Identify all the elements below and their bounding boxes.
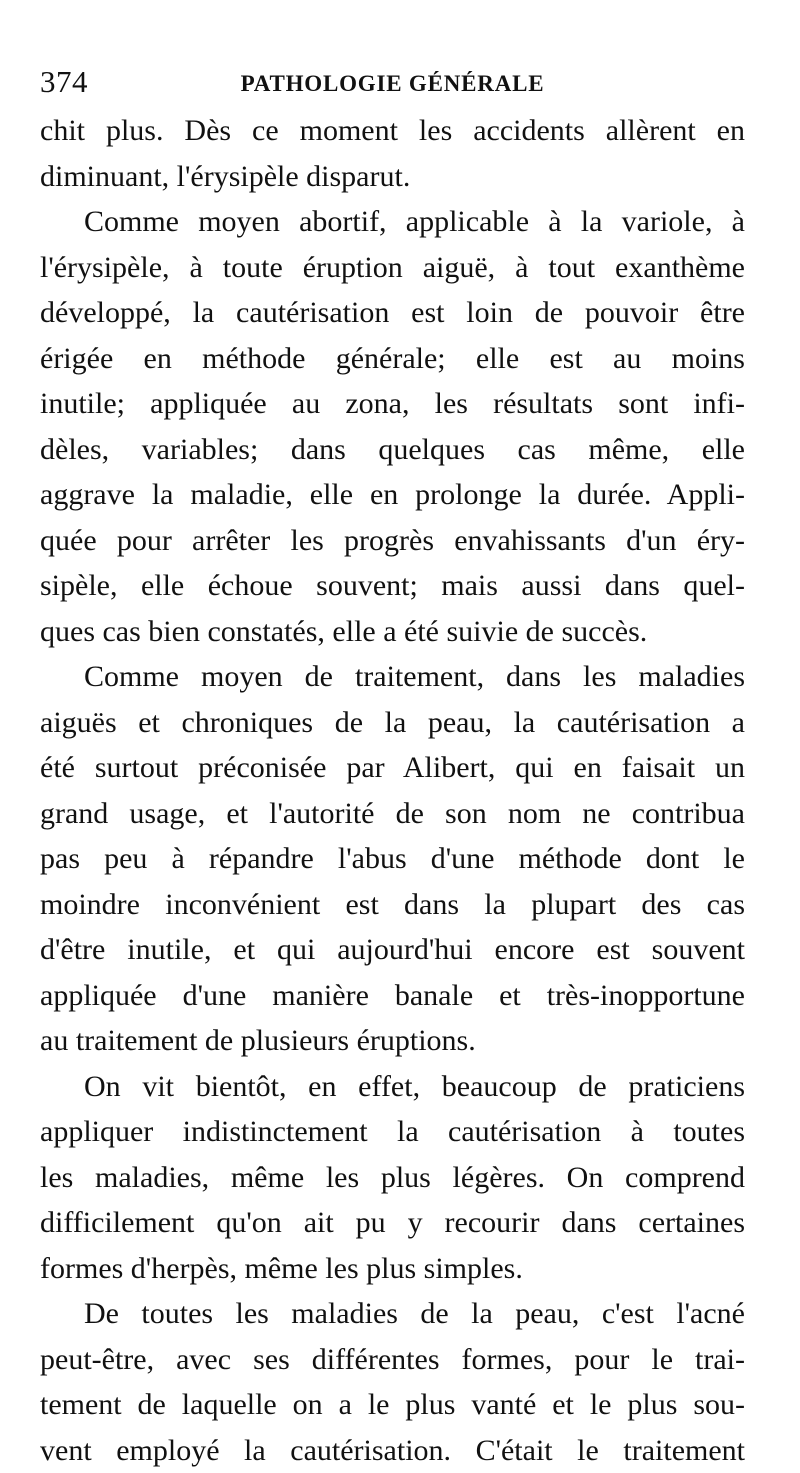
text-line: peut-être, avec ses différentes formes, pour le trai- — [40, 1337, 745, 1383]
text-line: difficilement qu'on ait pu y recourir dans certaines — [40, 1200, 745, 1246]
page-header — [40, 62, 745, 102]
text-line: les maladies, même les plus légères. On comprend — [40, 1155, 745, 1201]
text-line: appliquée d'une manière banale et très-inopportune — [40, 973, 745, 1019]
text-line: grand usage, et l'autorité de son nom ne contribua — [40, 791, 745, 837]
text-line: On vit bientôt, en effet, beaucoup de praticiens — [40, 1064, 745, 1110]
text-line: pas peu à répandre l'abus d'une méthode dont le — [40, 836, 745, 882]
text-line: été surtout préconisée par Alibert, qui en faisait un — [40, 745, 745, 791]
text-line: sipèle, elle échoue souvent; mais aussi dans quel- — [40, 563, 745, 609]
text-line: tement de laquelle on a le plus vanté et le plus sou- — [40, 1382, 745, 1428]
text-line: De toutes les maladies de la peau, c'est l'acné — [40, 1291, 745, 1337]
text-line: au traitement de plusieurs éruptions. — [40, 1018, 745, 1064]
text-line: chit plus. Dès ce moment les accidents allèrent en — [40, 108, 745, 154]
text-line: développé, la cautérisation est loin de pouvoir être — [40, 290, 745, 336]
body-text — [40, 108, 745, 1473]
text-line: l'érysipèle, à toute éruption aiguë, à tout exanthème — [40, 245, 745, 291]
text-line: Comme moyen abortif, applicable à la variole, à — [40, 199, 745, 245]
text-line: d'être inutile, et qui aujourd'hui encore est souvent — [40, 927, 745, 973]
text-line: Comme moyen de traitement, dans les maladies — [40, 654, 745, 700]
text-line: diminuant, l'érysipèle disparut. — [40, 154, 745, 200]
page-number: 374 — [40, 62, 88, 102]
text-line: dèles, variables; dans quelques cas même, elle — [40, 427, 745, 473]
text-line: érigée en méthode générale; elle est au moins — [40, 336, 745, 382]
running-title: PATHOLOGIE GÉNÉRALE — [40, 64, 745, 104]
text-line: moindre inconvénient est dans la plupart des cas — [40, 882, 745, 928]
text-line: inutile; appliquée au zona, les résultats sont infi- — [40, 381, 745, 427]
text-line: appliquer indistinctement la cautérisation à toutes — [40, 1109, 745, 1155]
text-line: aiguës et chroniques de la peau, la cautérisation a — [40, 700, 745, 746]
text-line: formes d'herpès, même les plus simples. — [40, 1246, 745, 1292]
text-line: aggrave la maladie, elle en prolonge la durée. Appli- — [40, 472, 745, 518]
text-line: ques cas bien constatés, elle a été suivie de succès. — [40, 609, 745, 655]
text-line: quée pour arrêter les progrès envahissants d'un éry- — [40, 518, 745, 564]
text-line: vent employé la cautérisation. C'était le traitement — [40, 1428, 745, 1473]
